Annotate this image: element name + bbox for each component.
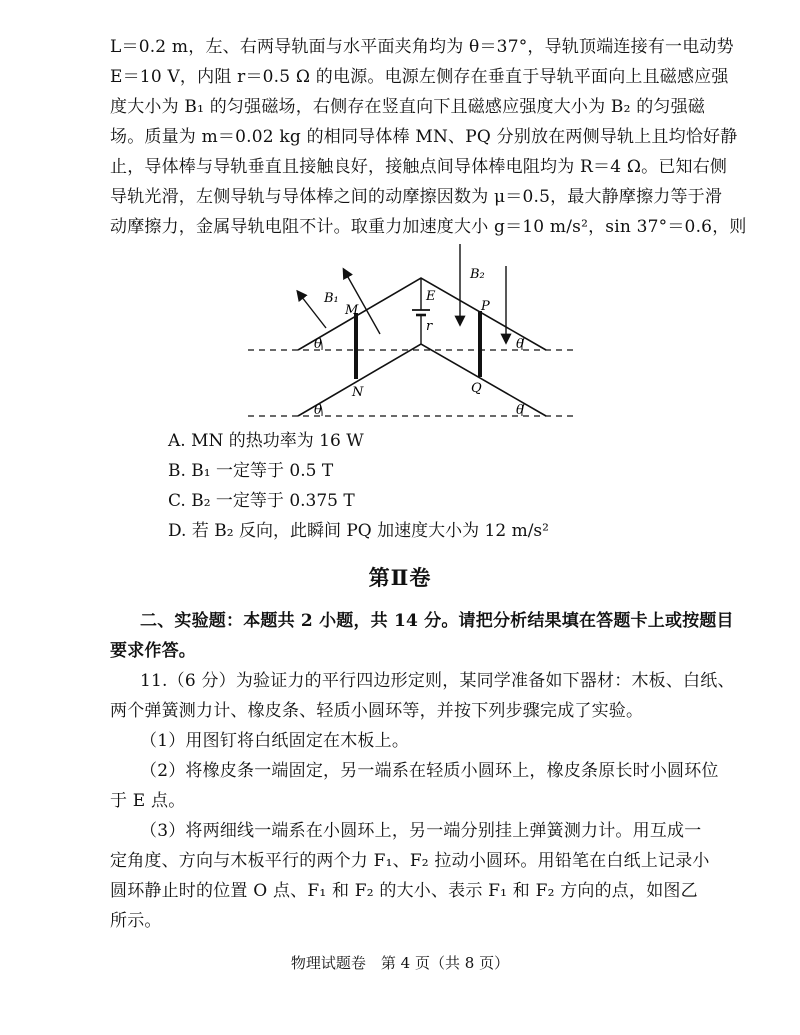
rail-circuit-figure bbox=[240, 238, 580, 422]
page-footer: 物理试题卷 第 4 页（共 8 页） bbox=[290, 954, 510, 972]
q11-line: 所示。 bbox=[110, 911, 162, 931]
q11-line: 于 E 点。 bbox=[110, 791, 186, 811]
q11-line: （2）将橡皮条一端固定，另一端系在轻质小圆环上，橡皮条原长时小圆环位 bbox=[140, 761, 719, 781]
label-M: M bbox=[345, 303, 359, 318]
q11-line: 圆环静止时的位置 O 点、F₁ 和 F₂ 的大小、表示 F₁ 和 F₂ 方向的点，如图乙 bbox=[110, 881, 698, 901]
lower-rail bbox=[298, 344, 546, 416]
paragraph-line: 止，导体棒与导轨垂直且接触良好，接触点间导体棒电阻均为 R＝4 Ω。已知右侧 bbox=[110, 157, 728, 177]
q11-line: （3）将两细线一端系在小圆环上，另一端分别挂上弹簧测力计。用互成一 bbox=[140, 821, 702, 841]
option-c: C. B₂ 一定等于 0.375 T bbox=[168, 491, 355, 511]
q11-line: 两个弹簧测力计、橡皮条、轻质小圆环等，并按下列步骤完成了实验。 bbox=[110, 701, 644, 721]
label-B2: B₂ bbox=[470, 267, 485, 282]
q11-line: 定角度、方向与木板平行的两个力 F₁、F₂ 拉动小圆环。用铅笔在白纸上记录小 bbox=[110, 851, 710, 871]
section-heading-line: 二、实验题：本题共 2 小题，共 14 分。请把分析结果填在答题卡上或按题目 bbox=[140, 611, 734, 631]
q11-line: 11.（6 分）为验证力的平行四边形定则，某同学准备如下器材：木板、白纸、 bbox=[140, 671, 735, 691]
label-N: N bbox=[352, 385, 364, 400]
label-theta: θ bbox=[314, 403, 322, 418]
section-heading-line: 要求作答。 bbox=[110, 641, 196, 661]
option-d: D. 若 B₂ 反向，此瞬间 PQ 加速度大小为 12 m/s² bbox=[168, 521, 549, 541]
paragraph-line: 动摩擦力，金属导轨电阻不计。取重力加速度大小 g＝10 m/s²，sin 37°＝0.6，则 bbox=[110, 217, 747, 237]
label-P: P bbox=[481, 299, 490, 314]
label-theta: θ bbox=[314, 337, 322, 352]
option-b: B. B₁ 一定等于 0.5 T bbox=[168, 461, 334, 481]
paragraph-line: 导轨光滑，左侧导轨与导体棒之间的动摩擦因数为 μ＝0.5，最大静摩擦力等于滑 bbox=[110, 187, 723, 207]
option-a: A. MN 的热功率为 16 W bbox=[168, 431, 364, 451]
label-theta: θ bbox=[516, 337, 524, 352]
label-E: E bbox=[426, 289, 436, 304]
label-r: r bbox=[426, 319, 433, 334]
q11-line: （1）用图钉将白纸固定在木板上。 bbox=[140, 731, 410, 751]
paragraph-line: E＝10 V，内阻 r＝0.5 Ω 的电源。电源左侧存在垂直于导轨平面向上且磁感应强 bbox=[110, 67, 729, 87]
paragraph-line: L＝0.2 m，左、右两导轨面与水平面夹角均为 θ＝37°，导轨顶端连接有一电动势 bbox=[110, 37, 734, 57]
paragraph-line: 场。质量为 m＝0.02 kg 的相同导体棒 MN、PQ 分别放在两侧导轨上且均恰好静 bbox=[110, 127, 738, 147]
section-title: 第Ⅱ卷 bbox=[368, 565, 432, 590]
label-Q: Q bbox=[471, 381, 482, 396]
b1-arrow-left bbox=[298, 292, 326, 328]
label-theta: θ bbox=[516, 403, 524, 418]
b1-arrow-right bbox=[344, 270, 380, 334]
label-B1: B₁ bbox=[324, 291, 339, 306]
paragraph-line: 度大小为 B₁ 的匀强磁场，右侧存在竖直向下且磁感应强度大小为 B₂ 的匀强磁 bbox=[110, 97, 706, 117]
